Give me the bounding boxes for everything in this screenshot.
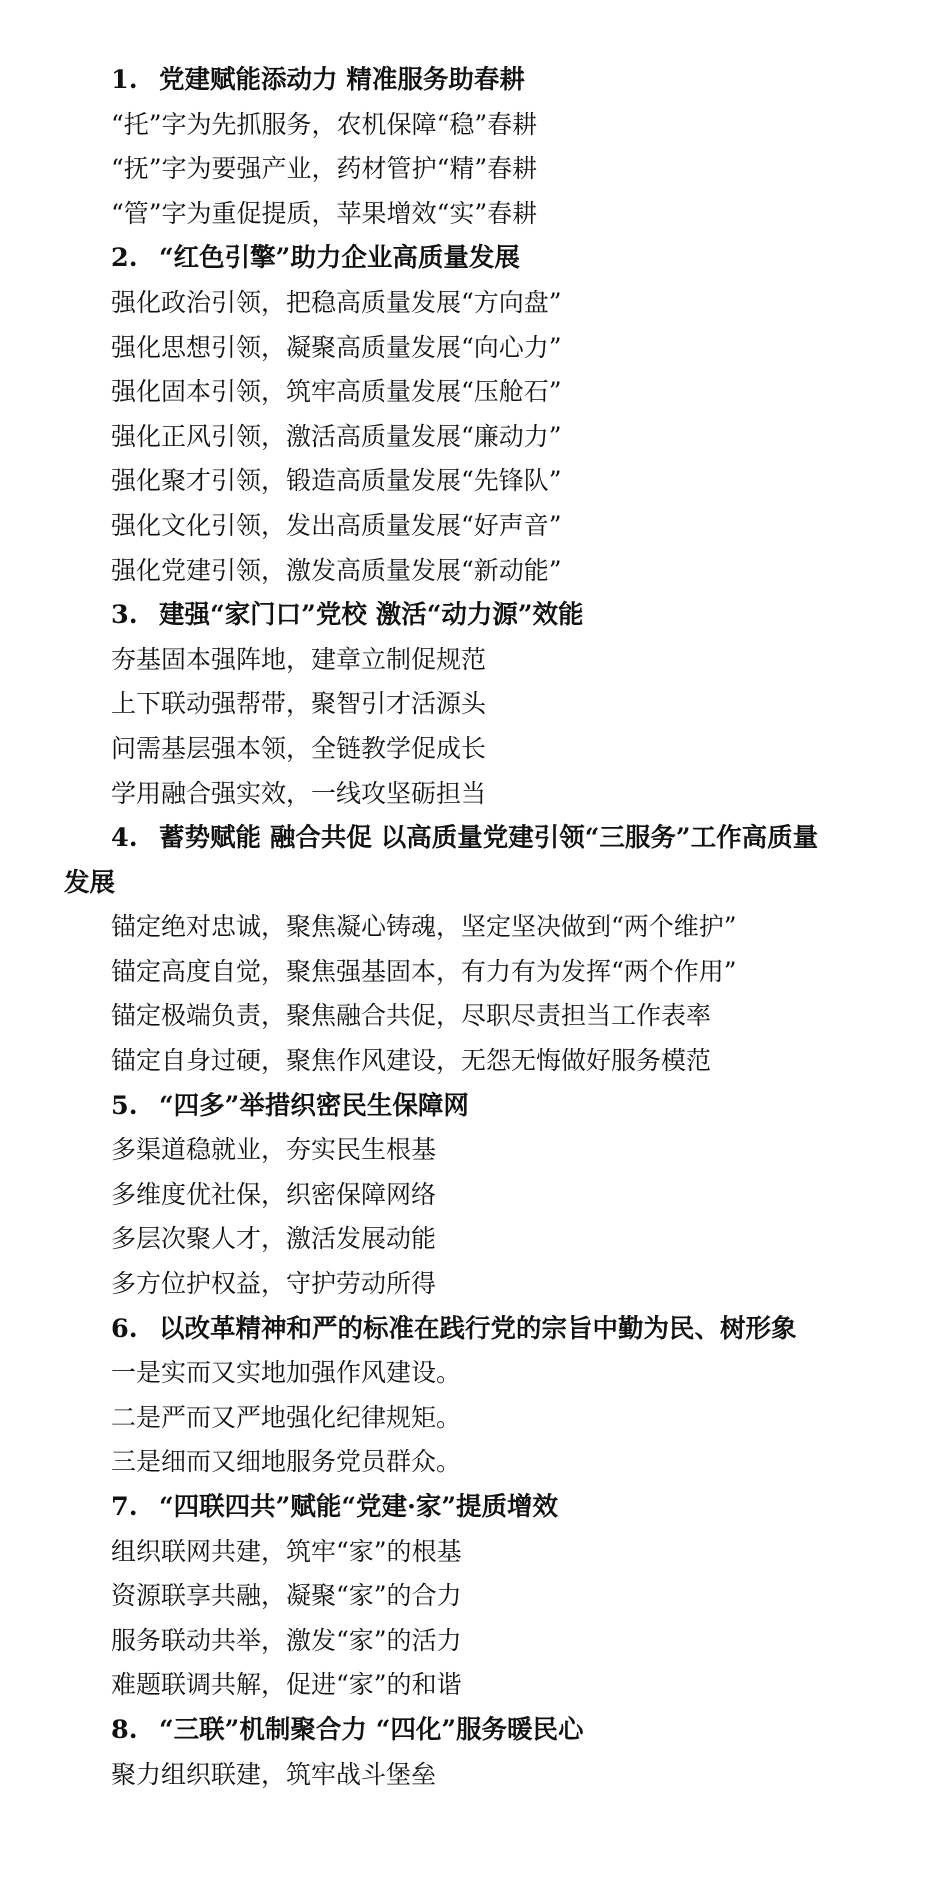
section-title: 建强“家门口”党校 激活“动力源”效能 (159, 600, 584, 631)
list-item: 夯基固本强阵地，建章立制促规范 (111, 644, 487, 674)
section-title: “三联”机制聚合力 “四化”服务暖民心 (159, 1714, 584, 1745)
section-heading (0, 1307, 950, 1352)
list-item: 学用融合强实效，一线攻坚砺担当 (111, 778, 487, 808)
section-heading (0, 58, 950, 103)
list-item: 强化聚才引领，锻造高质量发展“先锋队” (111, 466, 562, 496)
section-title: “四联四共”赋能“党建·家”提质增效 (159, 1492, 559, 1522)
list-item: “托”字为先抓服务，农机保障“稳”春耕 (111, 109, 538, 139)
section-heading (0, 1084, 950, 1129)
list-item: 聚力组织联建，筑牢战斗堡垒 (111, 1759, 437, 1789)
section-number: 7. (111, 1492, 138, 1522)
list-item: 强化党建引领，激发高质量发展“新动能” (111, 555, 562, 585)
list-item: “抚”字为要强产业，药材管护“精”春耕 (111, 154, 538, 184)
list-item: 二是严而又严地强化纪律规矩。 (111, 1402, 462, 1432)
list-item: 服务联动共举，激发“家”的活力 (111, 1625, 462, 1655)
section-number: 5. (111, 1090, 138, 1121)
section-heading (0, 236, 950, 281)
section-title-continuation: 发展 (64, 867, 116, 898)
list-item: 三是细而又细地服务党员群众。 (111, 1447, 462, 1477)
list-item: 锚定绝对忠诚，聚焦凝心铸魂，坚定坚决做到“两个维护” (111, 912, 737, 942)
list-item: 强化文化引领，发出高质量发展“好声音” (111, 510, 562, 540)
section-title: 蓄势赋能 融合共促 以高质量党建引领“三服务”工作高质量 (159, 823, 819, 854)
list-item: 难题联调共解，促进“家”的和谐 (111, 1670, 462, 1700)
section-number: 6. (111, 1313, 138, 1344)
list-item: 强化正风引领，激活高质量发展“廉动力” (111, 421, 562, 451)
list-item: 多方位护权益，守护劳动所得 (111, 1269, 437, 1299)
list-item: 一是实而又实地加强作风建设。 (111, 1358, 462, 1388)
list-item: 组织联网共建，筑牢“家”的根基 (111, 1536, 462, 1566)
section-number: 1. (111, 65, 138, 95)
list-item: 锚定极端负责，聚焦融合共促，尽职尽责担当工作表率 (111, 1001, 712, 1031)
section-heading (0, 1708, 950, 1753)
list-item: 强化思想引领，凝聚高质量发展“向心力” (111, 332, 562, 362)
list-item: 多渠道稳就业，夯实民生根基 (111, 1135, 437, 1165)
section-title: 以改革精神和严的标准在践行党的宗旨中勤为民、树形象 (159, 1313, 797, 1344)
section-heading (0, 1485, 950, 1530)
list-item: 多层次聚人才，激活发展动能 (111, 1224, 437, 1254)
section-title: “四多”举措织密民生保障网 (159, 1090, 469, 1121)
section-heading (0, 593, 950, 638)
section-number: 3. (111, 600, 138, 631)
list-item: 资源联享共融，凝聚“家”的合力 (111, 1581, 462, 1611)
list-item: 问需基层强本领，全链教学促成长 (111, 733, 487, 763)
list-item: “管”字为重促提质，苹果增效“实”春耕 (111, 198, 538, 228)
list-item: 锚定自身过硬，聚焦作风建设，无怨无悔做好服务模范 (111, 1046, 712, 1076)
section-heading (0, 816, 950, 861)
section-title: “红色引擎”助力企业高质量发展 (159, 243, 520, 274)
list-item: 强化固本引领，筑牢高质量发展“压舱石” (111, 377, 562, 407)
section-number: 4. (111, 823, 138, 854)
list-item: 上下联动强帮带，聚智引才活源头 (111, 689, 487, 719)
section-title: 党建赋能添动力 精准服务助春耕 (159, 65, 525, 95)
section-number: 8. (111, 1714, 138, 1745)
document-body (0, 58, 950, 1797)
list-item: 强化政治引领，把稳高质量发展“方向盘” (111, 287, 562, 317)
list-item: 锚定高度自觉，聚焦强基固本，有力有为发挥“两个作用” (111, 956, 737, 986)
list-item: 多维度优社保，织密保障网络 (111, 1179, 437, 1209)
section-number: 2. (111, 243, 138, 274)
